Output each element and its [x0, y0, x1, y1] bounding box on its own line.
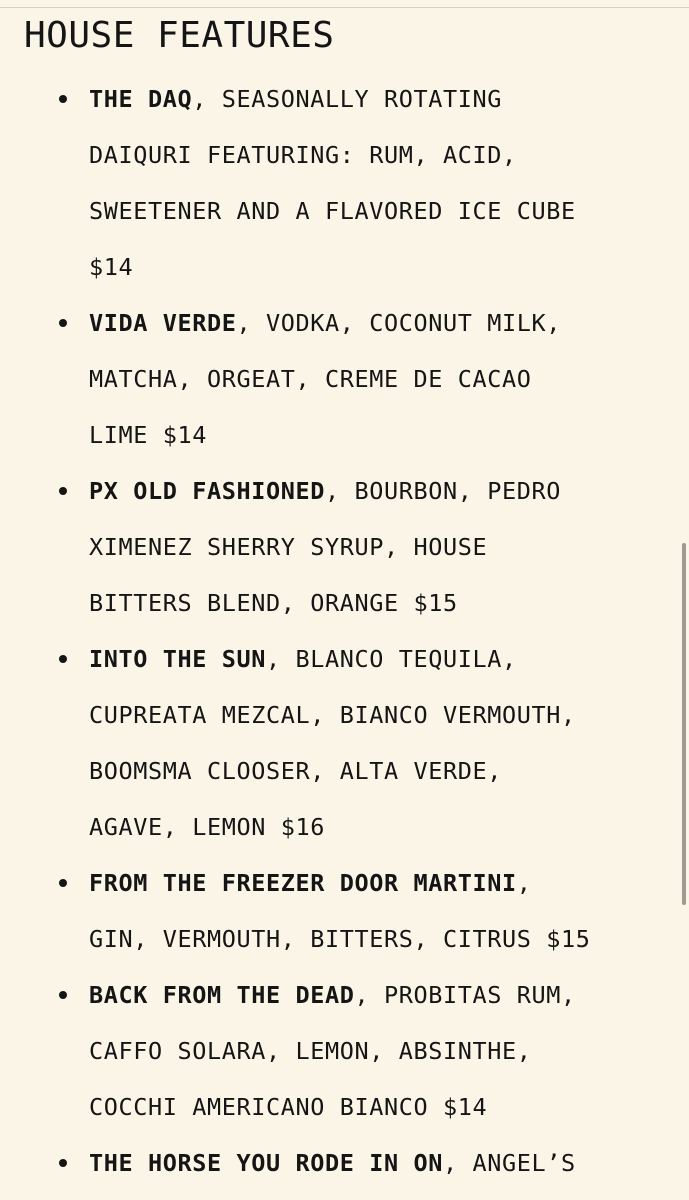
drink-description: BITTERS BLEND, ORANGE $15 — [89, 589, 458, 617]
drink-description: , VODKA, COCONUT MILK, — [236, 309, 561, 337]
item-description-line — [0, 967, 689, 1023]
drink-name: PX OLD FASHIONED — [89, 477, 325, 505]
item-description-line — [0, 799, 689, 855]
item-description-line — [0, 1079, 689, 1135]
drink-name: FROM THE FREEZER DOOR MARTINI — [89, 869, 517, 897]
item-description-line — [0, 855, 689, 911]
item-description-line — [0, 1135, 689, 1191]
drink-description: , — [516, 869, 532, 897]
menu-item — [0, 71, 689, 295]
item-description-line — [0, 631, 689, 687]
item-description-line — [0, 183, 689, 239]
drink-description: DAIQURI FEATURING: RUM, ACID, — [89, 141, 517, 169]
item-description-line — [0, 911, 689, 967]
item-description-line — [0, 519, 689, 575]
drink-menu-list — [0, 71, 689, 1191]
scrollbar-thumb[interactable] — [682, 543, 686, 905]
drink-description: , BLANCO TEQUILA, — [265, 645, 517, 673]
item-description-line — [0, 127, 689, 183]
drink-description: COCCHI AMERICANO BIANCO $14 — [89, 1093, 488, 1121]
scrollbar[interactable] — [679, 0, 689, 1200]
drink-name: BACK FROM THE DEAD — [89, 981, 355, 1009]
drink-name: INTO THE SUN — [89, 645, 266, 673]
drink-description: SWEETENER AND A FLAVORED ICE CUBE — [89, 197, 576, 225]
drink-description: CAFFO SOLARA, LEMON, ABSINTHE, — [89, 1037, 532, 1065]
drink-description: CUPREATA MEZCAL, BIANCO VERMOUTH, — [89, 701, 576, 729]
drink-description: LIME $14 — [89, 421, 207, 449]
drink-description: , BOURBON, PEDRO — [324, 477, 561, 505]
item-description-line — [0, 687, 689, 743]
item-description-line — [0, 743, 689, 799]
drink-description: MATCHA, ORGEAT, CREME DE CACAO — [89, 365, 532, 393]
item-description-line — [0, 295, 689, 351]
menu-item — [0, 295, 689, 463]
drink-description: , PROBITAS RUM, — [354, 981, 576, 1009]
drink-name: VIDA VERDE — [89, 309, 237, 337]
top-divider — [0, 0, 689, 8]
item-description-line — [0, 463, 689, 519]
drink-description: GIN, VERMOUTH, BITTERS, CITRUS $15 — [89, 925, 591, 953]
item-description-line — [0, 239, 689, 295]
drink-description: $14 — [89, 253, 134, 281]
drink-name: THE DAQ — [89, 85, 193, 113]
menu-item — [0, 855, 689, 967]
drink-description: XIMENEZ SHERRY SYRUP, HOUSE — [89, 533, 488, 561]
item-description-line — [0, 351, 689, 407]
section-title: HOUSE FEATURES — [24, 15, 335, 56]
menu-item — [0, 1135, 689, 1191]
drink-description: AGAVE, LEMON $16 — [89, 813, 325, 841]
item-description-line — [0, 407, 689, 463]
drink-description: , SEASONALLY ROTATING — [192, 85, 502, 113]
menu-item — [0, 631, 689, 855]
drink-description: , ANGEL’S — [442, 1149, 576, 1177]
item-description-line — [0, 1023, 689, 1079]
menu-item — [0, 967, 689, 1135]
drink-description: BOOMSMA CLOOSER, ALTA VERDE, — [89, 757, 502, 785]
item-description-line — [0, 575, 689, 631]
item-description-line — [0, 71, 689, 127]
drink-name: THE HORSE YOU RODE IN ON — [89, 1149, 443, 1177]
menu-item — [0, 463, 689, 631]
